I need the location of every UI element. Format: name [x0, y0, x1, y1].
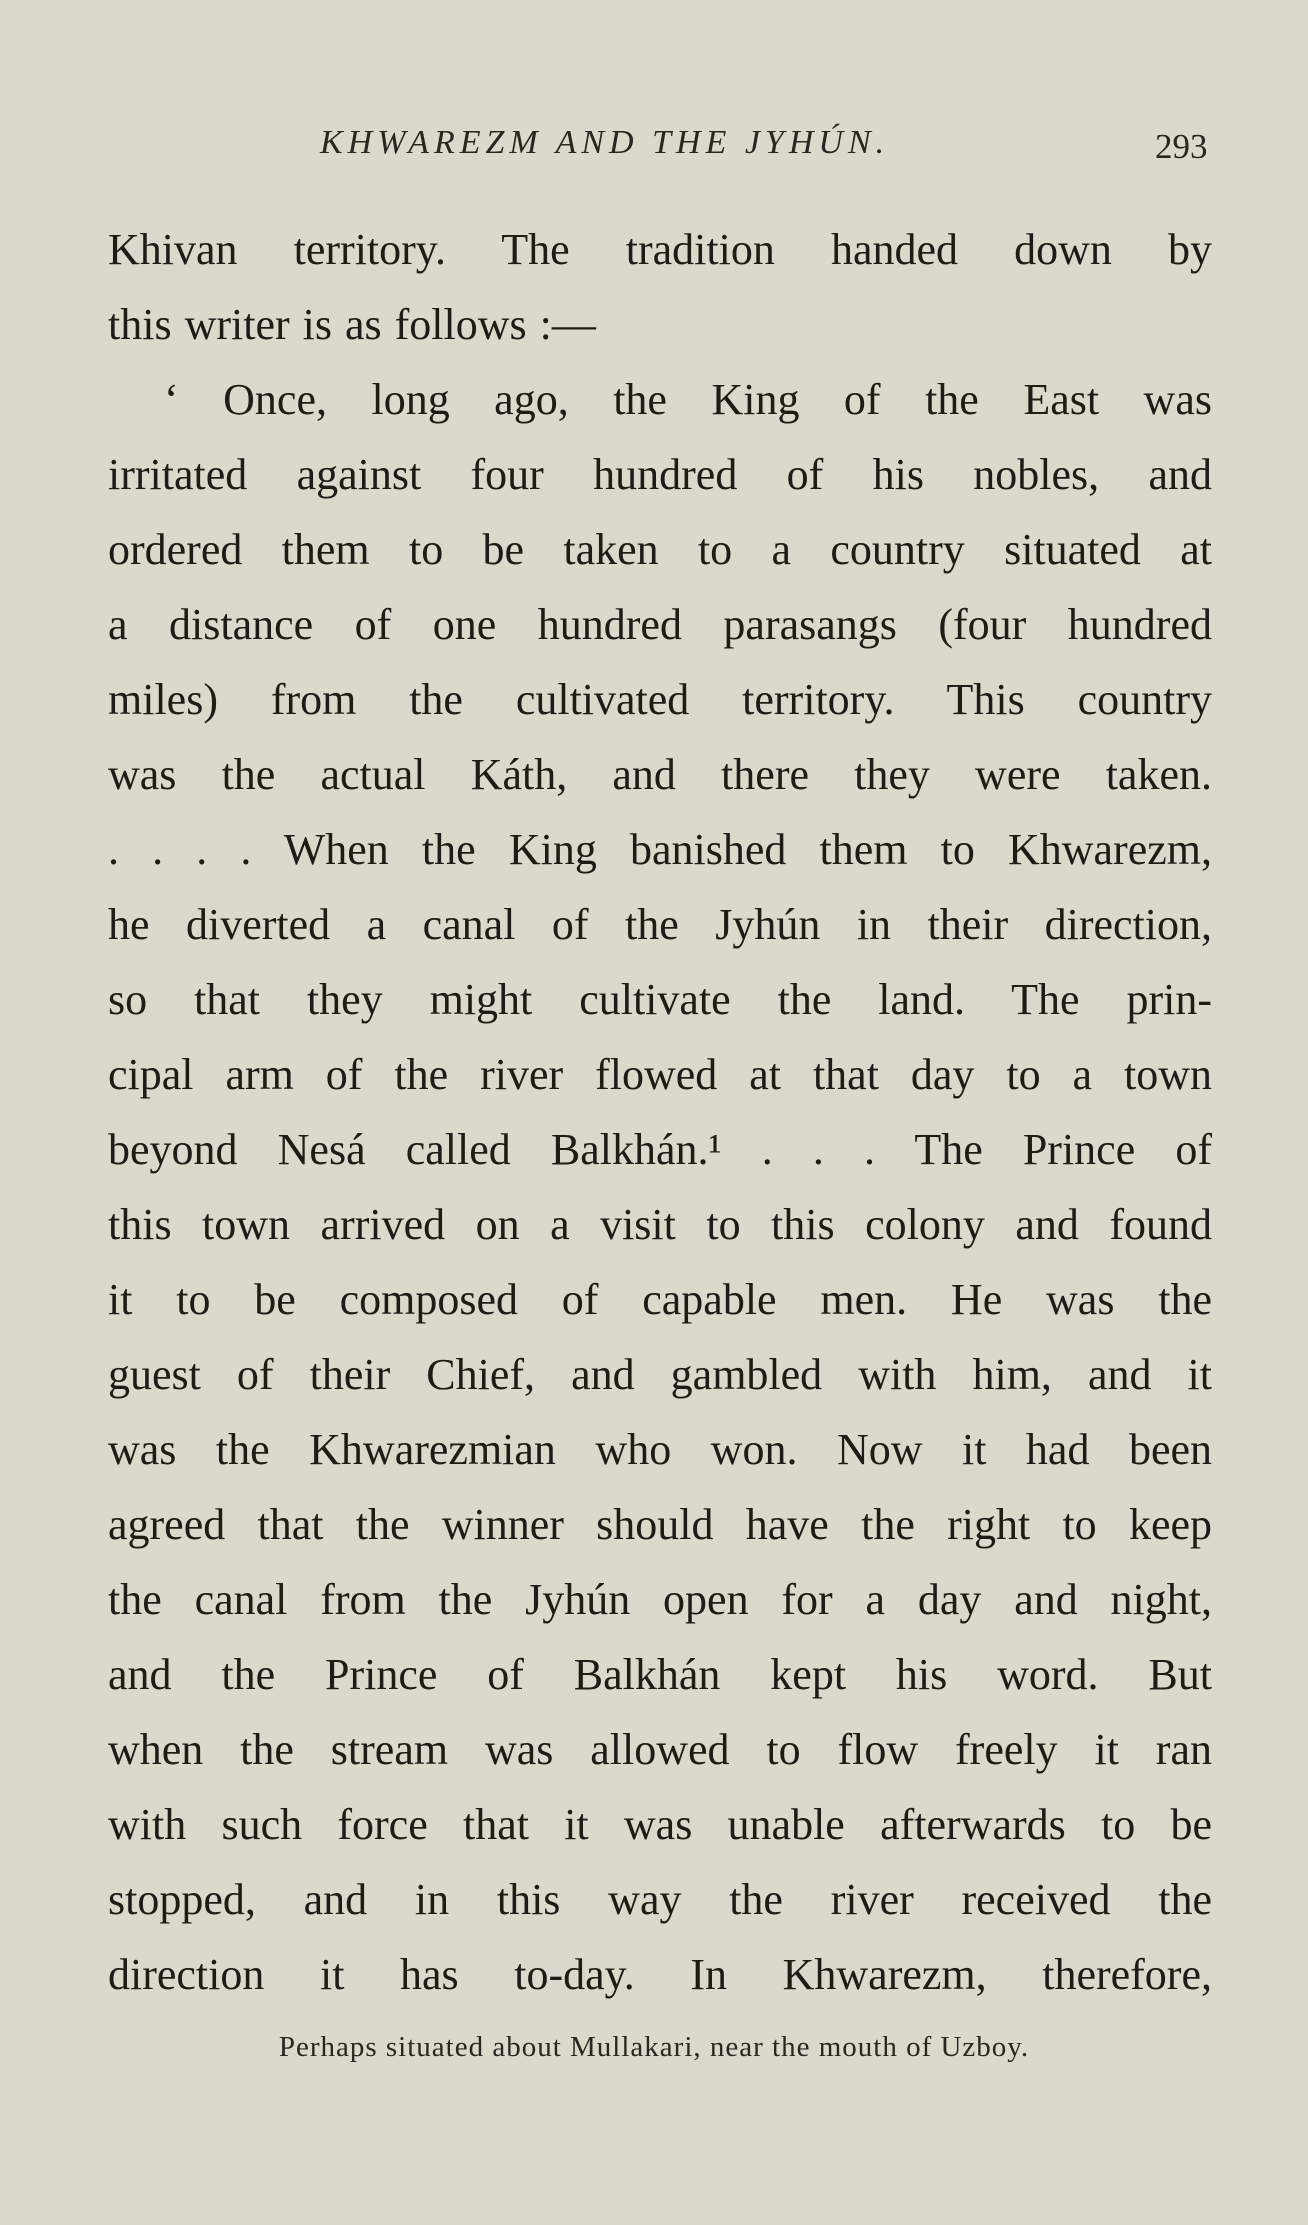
text-line: so that they might cultivate the land. The prin- — [108, 975, 1212, 1024]
running-title: KHWAREZM AND THE JYHÚN. — [320, 124, 890, 161]
text-line: was the actual Káth, and there they were taken. — [108, 750, 1212, 799]
text-line: and the Prince of Balkhán kept his word. But — [108, 1650, 1212, 1699]
text-line: a distance of one hundred parasangs (four hundred — [108, 600, 1212, 649]
text-line: beyond Nesá called Balkhán.¹ . . . The Prince of — [108, 1125, 1212, 1174]
text-line: guest of their Chief, and gambled with him, and it — [108, 1350, 1212, 1399]
text-line: this writer is as follows :— — [108, 300, 596, 349]
text-line: the canal from the Jyhún open for a day and night, — [108, 1575, 1212, 1624]
text-line: was the Khwarezmian who won. Now it had been — [108, 1425, 1212, 1474]
body-text — [108, 212, 1212, 2012]
text-line: ordered them to be taken to a country situated at — [108, 525, 1212, 574]
text-line: agreed that the winner should have the right to keep — [108, 1500, 1212, 1549]
text-line: Khivan territory. The tradition handed down by — [108, 225, 1212, 274]
text-line: this town arrived on a visit to this colony and found — [108, 1200, 1212, 1249]
text-line: . . . . When the King banished them to Khwarezm, — [108, 825, 1212, 874]
text-line: direction it has to-day. In Khwarezm, therefore, — [108, 1950, 1212, 1999]
page-number: 293 — [1155, 127, 1208, 166]
text-line: he diverted a canal of the Jyhún in their direction, — [108, 900, 1212, 949]
text-line: when the stream was allowed to flow freely it ran — [108, 1725, 1212, 1774]
text-line: with such force that it was unable afterwards to be — [108, 1800, 1212, 1849]
text-line: cipal arm of the river flowed at that day to a town — [108, 1050, 1212, 1099]
text-line: irritated against four hundred of his nobles, and — [108, 450, 1212, 499]
text-line: stopped, and in this way the river received the — [108, 1875, 1212, 1924]
footnote: Perhaps situated about Mullakari, near the mouth of Uzboy. — [278, 2031, 1030, 2063]
running-head — [0, 118, 1308, 168]
text-line: miles) from the cultivated territory. This country — [108, 675, 1212, 724]
text-line: ‘ Once, long ago, the King of the East was — [164, 375, 1212, 424]
text-line: it to be composed of capable men. He was the — [108, 1275, 1212, 1324]
